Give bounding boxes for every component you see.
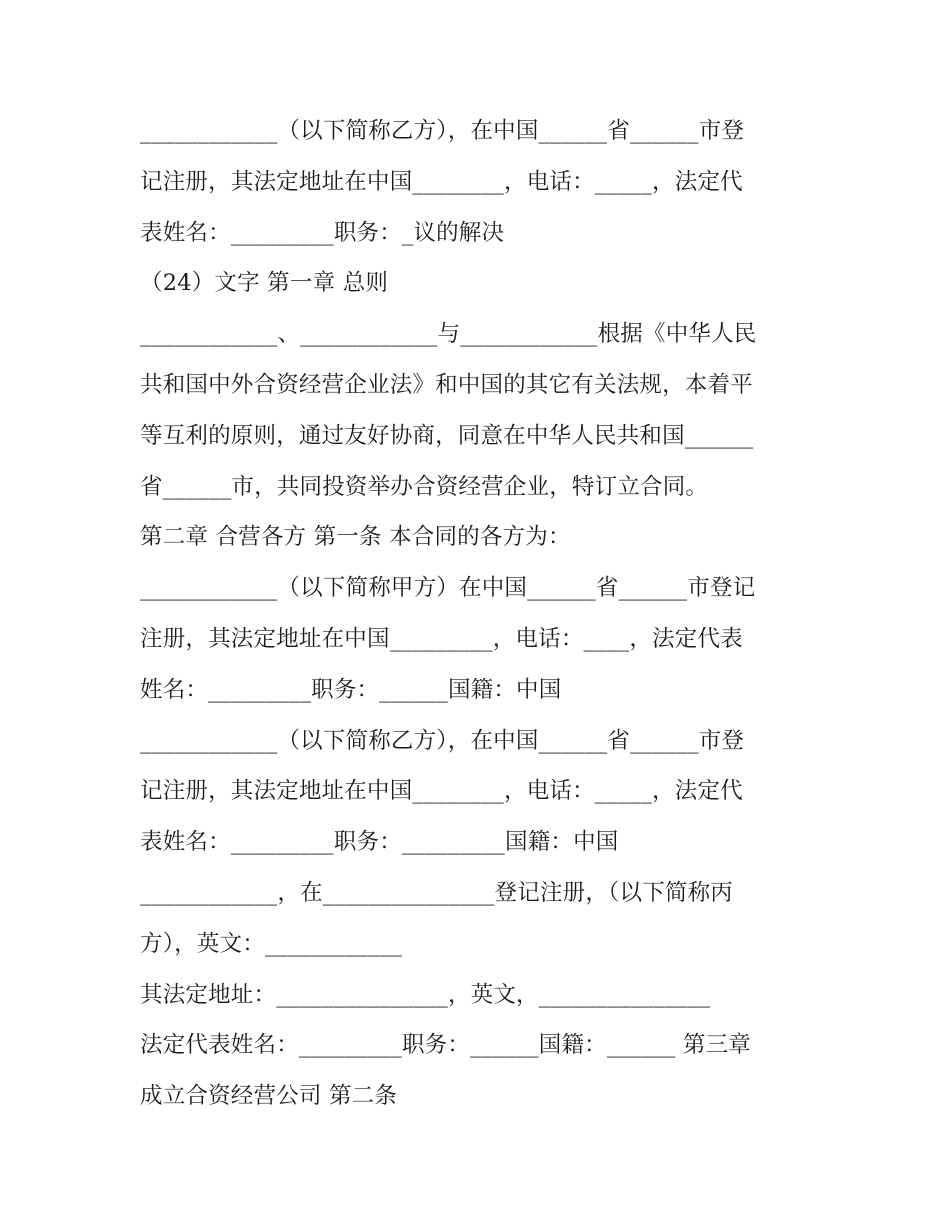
section-heading: 第二章 合营各方 第一条 本合同的各方为：: [140, 524, 571, 551]
text-line: 法定代表姓名：_________职务：______国籍：______ 第三章: [140, 1032, 752, 1059]
text-line: 表姓名：_________职务：_________国籍：中国: [140, 829, 619, 856]
text-line: 注册，其法定地址在中国_________，电话：____，法定代表: [140, 625, 743, 652]
section-heading: （24）文字 第一章 总则: [140, 270, 389, 297]
text-line: ____________、____________与____________根据《中华人民: [140, 321, 757, 348]
text-line: 等互利的原则，通过友好协商，同意在中华人民共和国______: [140, 422, 754, 449]
text-line: 方），英文：____________: [140, 930, 403, 957]
text-line: 姓名：_________职务：______国籍：中国: [140, 676, 562, 703]
text-line: ____________（以下简称甲方）在中国______省______市登记: [140, 575, 756, 602]
text-line: 记注册，其法定地址在中国________，电话：_____，法定代: [140, 168, 743, 195]
text-line: ____________（以下简称乙方），在中国______省______市登: [140, 118, 745, 144]
text-line: ____________（以下简称乙方），在中国______省______市登: [140, 727, 745, 754]
text-line: 记注册，其法定地址在中国________，电话：_____，法定代: [140, 778, 743, 805]
text-line: ____________，在_______________登记注册，（以下简称丙: [140, 879, 734, 906]
text-line: 表姓名：_________职务：_议的解决: [140, 219, 505, 246]
text-line: 其法定地址：_______________，英文，_______________: [140, 981, 711, 1008]
text-line: 共和国中外合资经营企业法》和中国的其它有关法规，本着平: [140, 371, 753, 398]
document-page: [140, 106, 820, 1122]
text-line: 省______市，共同投资举办合资经营企业，特订立合同。: [140, 473, 709, 500]
text-line: 成立合资经营公司 第二条: [140, 1083, 398, 1110]
